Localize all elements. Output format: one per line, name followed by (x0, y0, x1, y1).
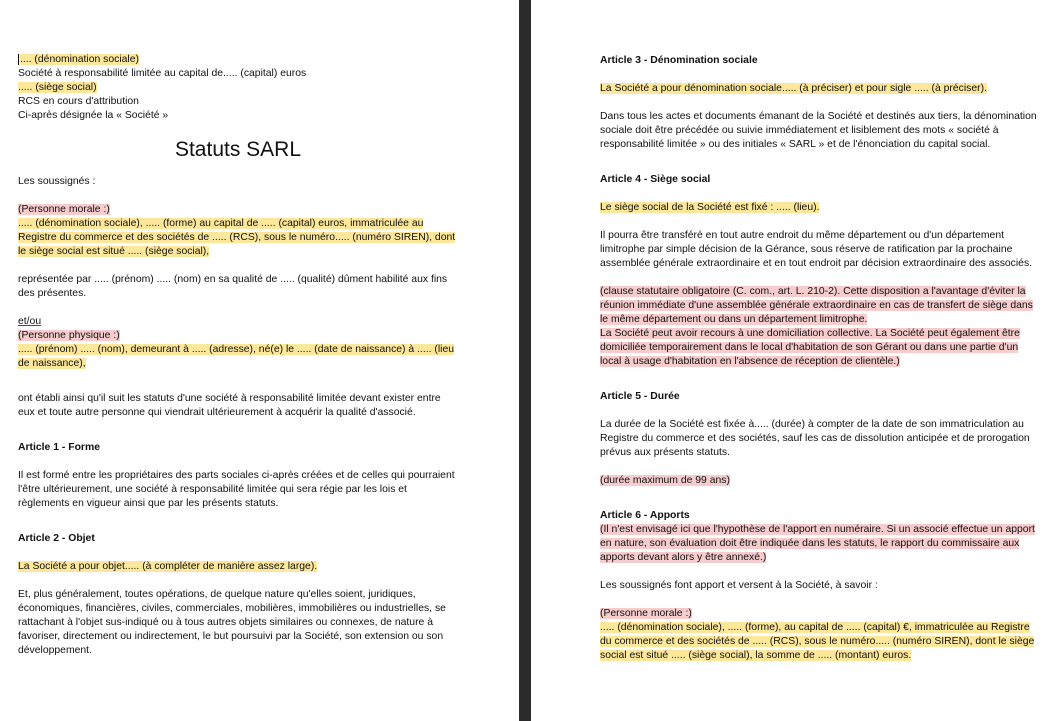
article-6-heading: Article 6 - Apports (600, 510, 690, 521)
et-ou-text: et/ou (18, 316, 42, 327)
header-company-name[interactable]: .... (dénomination sociale) (20, 54, 139, 65)
header-rcs: RCS en cours d'attribution (18, 96, 139, 107)
article-3-more: Dans tous les actes et documents émanant de la Société et destinés aux tiers, la dénomination sociale doit être précédée ou suivie immédiatement et lisiblement des mots « société à responsabilité limitée » ou des initiales « SARL » et de l'énonciation du capital social. (600, 111, 1037, 150)
article-3-heading: Article 3 - Dénomination sociale (600, 55, 758, 66)
representee-text: représentée par ..... (prénom) ..... (nom) en sa qualité de ..... (qualité) dûment habilité aux fins des présentes. (18, 274, 448, 299)
personne-morale-label: (Personne morale :) (18, 204, 110, 215)
article-1-text: Il est formé entre les propriétaires des parts sociales ci-après créées et de celles qui pourraient l'être ultérieurement, une société à responsabilité limitée qui sera régie par les lois et règlements en vigueur ainsi que par les présents statuts. (18, 470, 455, 509)
personne-morale-text: ..... (dénomination sociale), ..... (forme) au capital de ..... (capital) euros, immatriculée au Registre du commerce et des sociétés de ..... (RCS), sous le numéro..... (numéro SIREN), dont le siège social est situé ..... (siège social), (18, 218, 456, 257)
article-2-more: Et, plus généralement, toutes opérations, de quelque nature qu'elles soient, juridiques, économiques, financières, civiles, commerciales, mobilières, immobilières ou industrielles, se rattachant à l'objet sus-indiqué ou à tous autres objets similaires ou connexes, de nature à favoriser, directement ou indirectement, le but poursuivi par la Société, son extension ou son développement. (18, 589, 446, 656)
page-left-content (18, 53, 458, 658)
article-4-heading: Article 4 - Siège social (600, 174, 711, 185)
document-page-right (531, 0, 1049, 721)
article-5-note: (durée maximum de 99 ans) (600, 475, 730, 486)
article-3-text: La Société a pour dénomination sociale..... (à préciser) et pour sigle ..... (à préciser). (600, 83, 987, 94)
header-designation: Ci-après désignée la « Société » (18, 110, 169, 121)
article-6-text: Les soussignés font apport et versent à la Société, à savoir : (600, 580, 878, 591)
article-5-heading: Article 5 - Durée (600, 391, 680, 402)
article-4-clause: (clause statutaire obligatoire (C. com., art. L. 210-2). Cette disposition a l'avantage d'éviter la réunion immédiate d'une assemblée générale extraordinaire en cas de transfert de siège dans le même département ou dans un département limitrophe. (600, 286, 1033, 325)
soussignes-label: Les soussignés : (18, 176, 96, 187)
document-title: Statuts SARL (174, 138, 302, 161)
article-4-clause-2: La Société peut avoir recours à une domiciliation collective. La Société peut également être domiciliée temporairement dans le local d'habitation de son Gérant ou dans une partie d'un local à usage d'habitation en l'absence de réception de clientèle.) (600, 328, 1020, 367)
header-sarl-line: Société à responsabilité limitée au capital de..... (capital) euros (18, 68, 307, 79)
article-1-heading: Article 1 - Forme (18, 442, 100, 453)
article-4-more: Il pourra être transféré en tout autre endroit du même département ou d'un département limitrophe par simple décision de la Gérance, sous réserve de ratification par la prochaine assemblée générale extraordinaire et en tout endroit par décision extraordinaire des associés. (600, 230, 1033, 269)
etabli-text: ont établi ainsi qu'il suit les statuts d'une société à responsabilité limitée devant exister entre eux et toute autre personne qui viendrait ultérieurement à acquérir la qualité d'associé. (18, 393, 441, 418)
article-2-heading: Article 2 - Objet (18, 533, 95, 544)
article-6-pm-label: (Personne morale :) (600, 608, 692, 619)
document-page-left (0, 0, 519, 721)
personne-physique-label: (Personne physique :) (18, 330, 120, 341)
article-2-text: La Société a pour objet..... (à compléter de manière assez large). (18, 561, 318, 572)
article-6-pm-text: ..... (dénomination sociale), ..... (forme), au capital de ..... (capital) €, immatriculée au Registre du commerce et des sociétés de ..... (RCS), sous le numéro..... (numéro SIREN), dont le siège social est situé ..... (siège social), la somme de ..... (montant) euros. (600, 622, 1035, 661)
page-right-content (600, 54, 1040, 663)
personne-physique-text: ..... (prénom) ..... (nom), demeurant à ..... (adresse), né(e) le ..... (date de naissance) à ..... (lieu de naissance), (18, 344, 455, 369)
article-6-note: (Il n'est envisagé ici que l'hypothèse de l'apport en numéraire. Si un associé effectue un apport en nature, son évaluation doit être indiquée dans les statuts, le rapport du commissaire aux apports devant alors y être annexé.) (600, 524, 1035, 563)
article-4-text: Le siège social de la Société est fixé : ..... (lieu). (600, 202, 820, 213)
article-5-text: La durée de la Société est fixée à..... (durée) à compter de la date de son immatriculation au Registre du commerce et des sociétés, sauf les cas de dissolution anticipée et de prorogation prévus aux présents statuts. (600, 419, 1030, 458)
header-siege: ..... (siège social) (18, 82, 97, 93)
